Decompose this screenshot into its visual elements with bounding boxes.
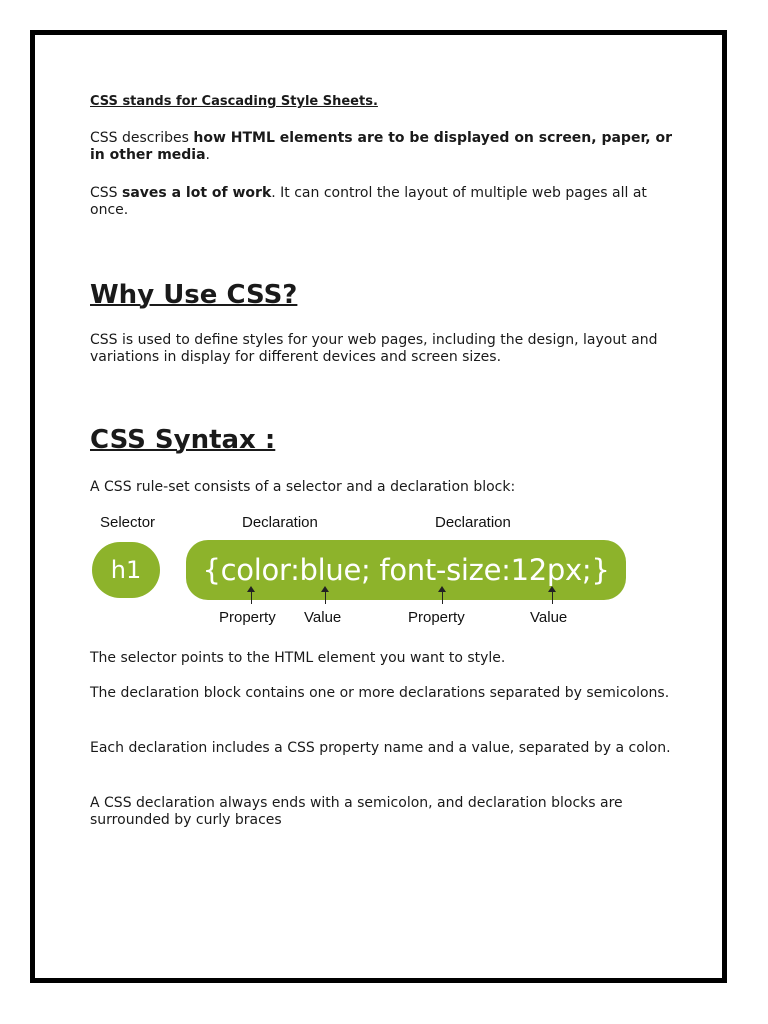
property-label-2: Property [408,609,465,626]
declaration-label-2: Declaration [435,514,511,531]
p2-lead: CSS [90,185,122,201]
p2-tail: . It can control the layout of multiple web pages all at once. [90,185,647,218]
value-label-2: Value [530,609,568,626]
intro-title: CSS stands for Cascading Style Sheets. [90,94,378,109]
selector-paragraph: The selector points to the HTML element you want to style. [90,650,506,666]
up-arrow-icon [547,586,557,604]
each-declaration-paragraph: Each declaration includes a CSS property name and a value, separated by a colon. [90,740,671,756]
declaration-pill: {color:blue; font-size:12px;} [186,540,626,600]
syntax-intro: A CSS rule-set consists of a selector and a declaration block: [90,479,516,495]
p1-tail: . [205,147,210,163]
p2-bold: saves a lot of work [122,185,272,201]
up-arrow-icon [246,586,256,604]
selector-pill: h1 [92,542,160,598]
selector-label: Selector [100,514,156,531]
declaration-block-paragraph: The declaration block contains one or more declarations separated by semicolons. [90,685,670,701]
syntax-heading: CSS Syntax : [90,425,276,455]
value-label-1: Value [304,609,342,626]
page-border-frame [30,30,727,983]
why-paragraph: CSS is used to define styles for your web pages, including the design, layout and variations in display for different devices and screen sizes. [90,332,658,365]
intro-paragraph-2 [90,185,680,219]
declaration-ends-paragraph: A CSS declaration always ends with a semicolon, and declaration blocks are surrounded by curly braces [90,795,623,828]
why-heading: Why Use CSS? [90,280,298,310]
p1-bold: how HTML elements are to be displayed on screen, paper, or in other media [90,130,673,163]
property-label-1: Property [219,609,276,626]
up-arrow-icon [320,586,330,604]
css-syntax-diagram [90,510,630,635]
declaration-label-1: Declaration [242,514,318,531]
intro-paragraph-1 [90,130,680,164]
p1-lead: CSS describes [90,130,194,146]
up-arrow-icon [437,586,447,604]
